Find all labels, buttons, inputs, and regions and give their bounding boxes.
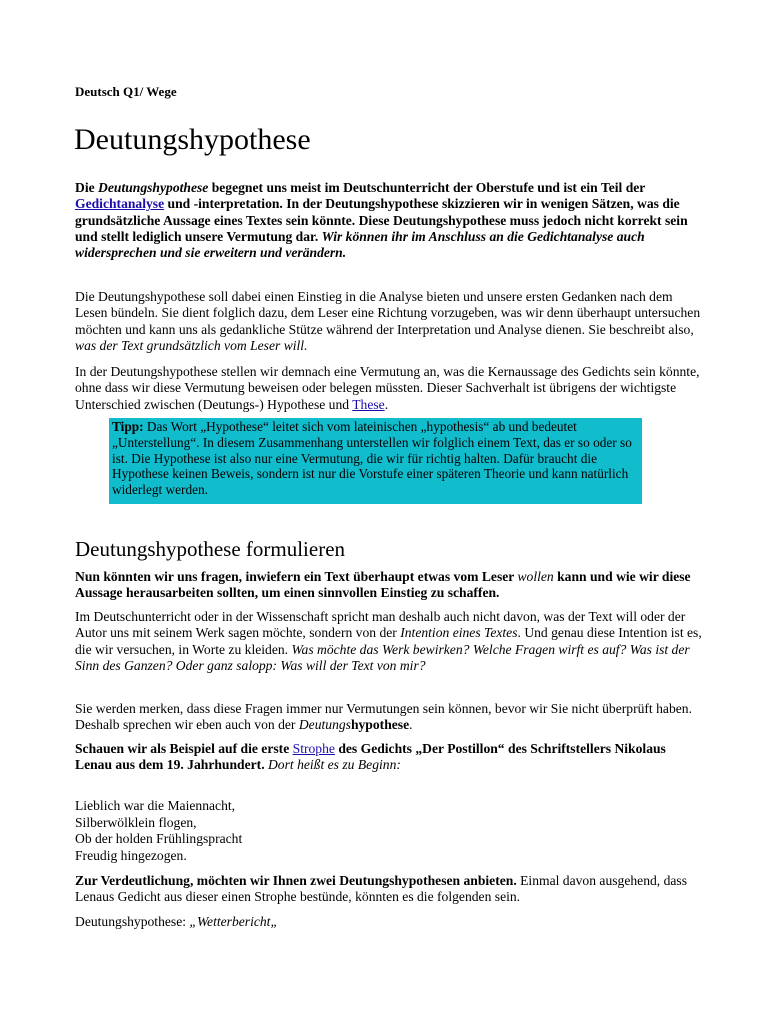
tip-box xyxy=(109,418,642,504)
intention-questions: Was möchte das Werk bewirken? Welche Fragen wirft es auf? Was ist der Sinn des Ganzen? Oder ganz salopp: Was will der Text von mir? xyxy=(75,641,690,673)
lead-text-2: kann und wie wir diese Aussage herausarbeiten sollten, um einen sinnvollen Einstieg zu schaffen. xyxy=(75,569,691,601)
paragraph-example xyxy=(75,741,703,774)
difference-text: In der Deutungshypothese stellen wir demnach eine Vermutung an, was die Kernaussage des Gedichts sein könnte, ohne dass wir diese Vermutung beweisen oder belegen müssten. Dieser Sachverhalt ist übrigens der wichtigste Unterschied zwischen (Deutungs-) Hypothese und xyxy=(75,364,700,412)
hypothese-label: Deutungshypothese: xyxy=(75,914,190,929)
verdeutlichung-text: Einmal davon ausgehend, dass Lenaus Gedicht aus dieser einen Strophe bestünde, könnten es die folgenden sein. xyxy=(75,873,687,905)
vermutungen-term-italic: Deutungs xyxy=(298,717,351,733)
purpose-text-italic: was der Text grundsätzlich vom Leser will. xyxy=(75,337,308,353)
poem-line: Lieblich war die Maiennacht, xyxy=(75,798,236,813)
vermutungen-term-bold: hypothese xyxy=(350,717,410,733)
link-gedichtanalyse[interactable]: Gedichtanalyse xyxy=(75,196,165,212)
intro-text-2: begegnet uns meist im Deutschunterricht der Oberstufe und ist ein Teil der xyxy=(208,180,646,195)
example-text-italic: Dort heißt es zu Beginn: xyxy=(264,757,401,773)
example-text-1: Schauen wir als Beispiel auf die erste xyxy=(75,741,293,756)
example-text-2: des Gedichts „Der Postillon“ des Schriftstellers Nikolaus Lenau aus dem 19. Jahrhundert. xyxy=(75,741,666,773)
vermutungen-text: Sie werden merken, dass diese Fragen immer nur Vermutungen sein können, bevor wir Sie nicht überprüft haben. Deshalb sprechen wir eben auch von der xyxy=(75,701,692,733)
intro-text-1: Die xyxy=(75,180,99,195)
page-title: Deutungshypothese xyxy=(74,123,311,156)
intro-text-italic: Wir können ihr im Anschluss an die Gedichtanalyse auch widersprechen und sie erweitern und verändern. xyxy=(75,228,645,261)
difference-text-end: . xyxy=(384,396,389,412)
paragraph-intention xyxy=(75,609,703,674)
lead-text-italic: wollen xyxy=(517,569,554,584)
purpose-text: Die Deutungshypothese soll dabei einen Einstieg in die Analyse bieten und unsere ersten Gedanken nach dem Lesen bündeln. Sie dient folglich dazu, dem Leser eine Richtung vorzugeben, was wir denn überhaupt untersuchen möchten und kann uns als gedankliche Stütze während der Interpretation und Analyse dienen. Sie beschreibt also, xyxy=(75,289,701,337)
link-strophe[interactable]: Strophe xyxy=(292,741,335,756)
intro-paragraph xyxy=(75,180,703,261)
intention-term: Intention eines Textes xyxy=(400,625,518,641)
lead-paragraph xyxy=(75,569,703,602)
poem-stanza xyxy=(75,798,242,864)
paragraph-difference xyxy=(75,364,703,413)
paragraph-verdeutlichung xyxy=(75,873,703,906)
poem-line: Ob der holden Frühlingspracht xyxy=(75,831,243,847)
tip-text: Das Wort „Hypothese“ leitet sich vom lateinischen „hypothesis“ ab und bedeutet „Unterstellung“. In diesem Zusammenhang unterstellen wir folglich einem Text, das er so oder so ist. Die Hypothese ist also nur eine Vermutung, die wir für richtig halten. Dafür braucht die Hypothese keinen Beweis, sondern ist nur die Vorstufe einer späteren Theorie und kann natürlich widerlegt werden. xyxy=(112,419,632,498)
poem-line: Freudig hingezogen. xyxy=(75,847,187,863)
tip-label: Tipp: xyxy=(112,419,144,434)
intention-text-2: . Und genau diese Intention ist es, die wir versuchen, in Worte zu kleiden. xyxy=(75,625,702,657)
course-label: Deutsch Q1/ Wege xyxy=(75,84,177,99)
intro-text-3: und -interpretation. In der Deutungshypothese skizzieren wir in wenigen Sätzen, was die grundsätzliche Aussage eines Textes sein könnte. Diese Deutungshypothese muss jedoch nicht korrekt sein und stellt lediglich unsere Vermutung dar. xyxy=(75,196,688,244)
paragraph-vermutungen xyxy=(75,701,703,734)
intro-term: Deutungshypothese xyxy=(98,180,209,195)
verdeutlichung-bold: Zur Verdeutlichung, möchten wir Ihnen zwei Deutungshypothesen anbieten. xyxy=(75,873,517,888)
link-these[interactable]: These xyxy=(352,396,385,412)
paragraph-purpose xyxy=(75,289,703,354)
section-heading: Deutungshypothese formulieren xyxy=(75,537,346,561)
poem-line: Silberwölklein flogen, xyxy=(75,814,197,830)
hypothese-title: „Wetterbericht„ xyxy=(189,914,279,929)
intention-text-1: Im Deutschunterricht oder in der Wissenschaft spricht man deshalb auch nicht davon, was der Text will oder der Autor uns mit seinem Werk sagen möchte, sondern von der xyxy=(75,609,686,641)
paragraph-hypothese-label xyxy=(75,914,703,930)
vermutungen-end: . xyxy=(409,717,413,733)
lead-text-1: Nun könnten wir uns fragen, inwiefern ein Text überhaupt etwas vom Leser xyxy=(75,569,518,584)
